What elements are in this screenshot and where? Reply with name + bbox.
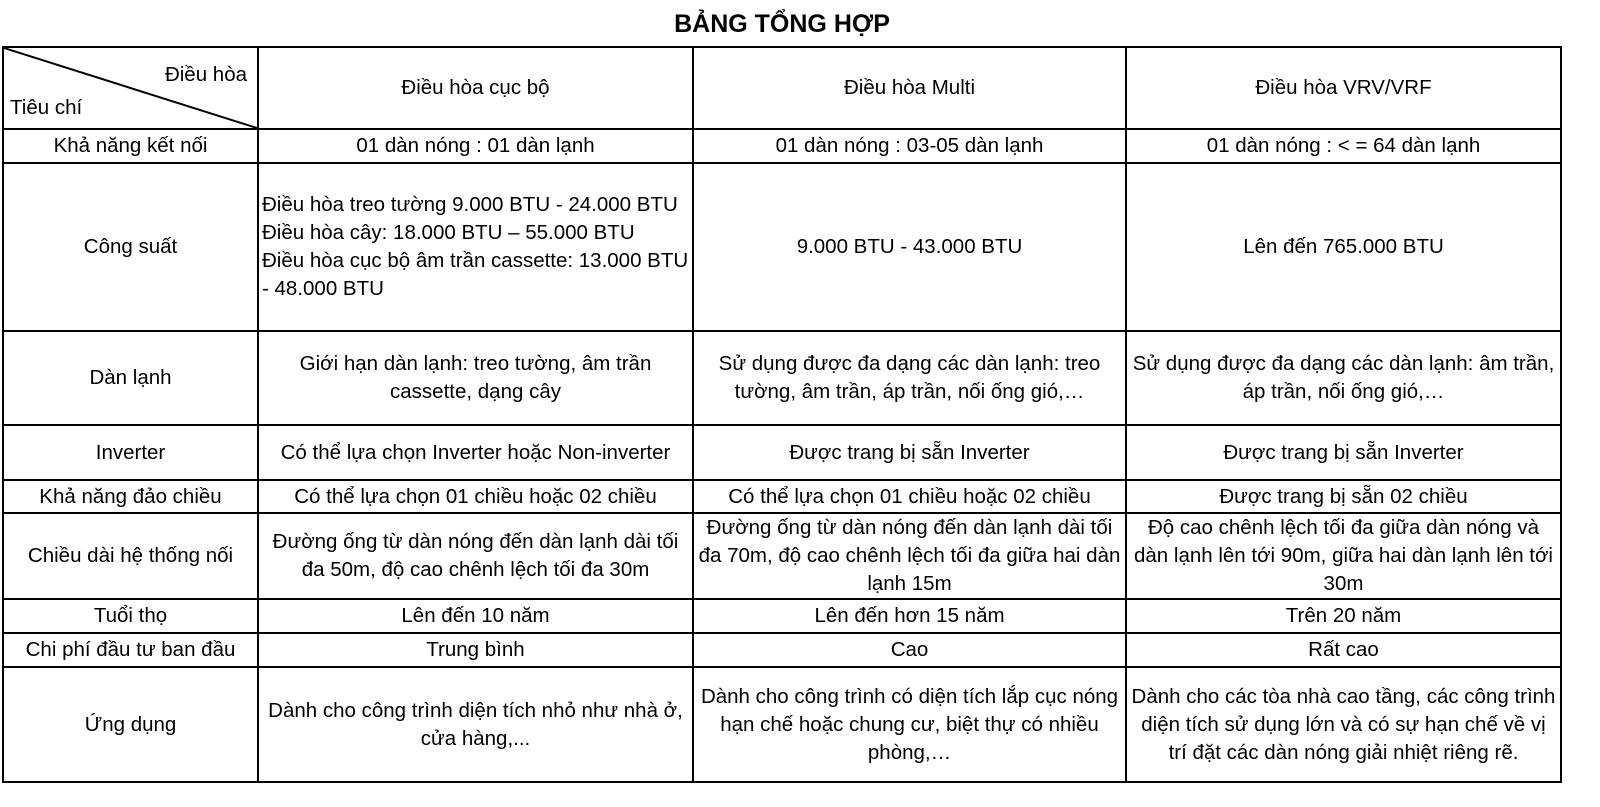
capacity-line: Điều hòa cục bộ âm trần cassette: 13.000 BTU - 48.000 BTU [262,249,689,300]
row-label: Chi phí đầu tư ban đầu [3,633,258,667]
column-header-multi: Điều hòa Multi [693,47,1126,129]
summary-table [2,46,1562,783]
table-row [3,667,1561,782]
table-cell: Độ cao chênh lệch tối đa giữa dàn nóng và dàn lạnh lên tới 90m, giữa hai dàn lạnh lên tới 30m [1126,513,1561,599]
table-row [3,129,1561,163]
row-label: Dàn lạnh [3,331,258,425]
table-cell: Rất cao [1126,633,1561,667]
table-row [3,599,1561,633]
table-row [3,633,1561,667]
table-cell [258,163,693,331]
row-label: Khả năng kết nối [3,129,258,163]
table-cell: Dành cho công trình diện tích nhỏ như nhà ở, cửa hàng,... [258,667,693,782]
table-cell: Lên đến 10 năm [258,599,693,633]
table-cell: Được trang bị sẵn Inverter [693,425,1126,480]
row-label: Tuổi thọ [3,599,258,633]
table-cell: 9.000 BTU - 43.000 BTU [693,163,1126,331]
row-label: Khả năng đảo chiều [3,480,258,513]
row-label: Ứng dụng [3,667,258,782]
table-title: BẢNG TỔNG HỢP [674,10,890,38]
table-cell: Sử dụng được đa dạng các dàn lạnh: âm trần, áp trần, nối ống gió,… [1126,331,1561,425]
table-cell: Đường ống từ dàn nóng đến dàn lạnh dài tối đa 70m, độ cao chênh lệch tối đa giữa hai dàn lạnh 15m [693,513,1126,599]
corner-row-label: Tiêu chí [10,96,83,119]
table-cell: Dành cho các tòa nhà cao tầng, các công trình diện tích sử dụng lớn và có sự hạn chế về vị trí đặt các dàn nóng giải nhiệt riêng rẽ. [1126,667,1561,782]
table-cell: 01 dàn nóng : 03-05 dàn lạnh [693,129,1126,163]
table-row [3,513,1561,599]
table-cell: Có thể lựa chọn 01 chiều hoặc 02 chiều [258,480,693,513]
table-cell: 01 dàn nóng : 01 dàn lạnh [258,129,693,163]
header-row [3,47,1561,129]
row-label: Công suất [3,163,258,331]
table-cell: Đường ống từ dàn nóng đến dàn lạnh dài tối đa 50m, độ cao chênh lệch tối đa 30m [258,513,693,599]
table-cell: Cao [693,633,1126,667]
column-header-local: Điều hòa cục bộ [258,47,693,129]
table-cell: 01 dàn nóng : < = 64 dàn lạnh [1126,129,1561,163]
table-cell: Dành cho công trình có diện tích lắp cục nóng hạn chế hoặc chung cư, biệt thự có nhiều phòng,… [693,667,1126,782]
corner-header-cell [3,47,258,129]
table-cell: Lên đến 765.000 BTU [1126,163,1561,331]
capacity-line: Điều hòa cây: 18.000 BTU – 55.000 BTU [262,221,635,244]
corner-column-label: Điều hòa [164,63,247,86]
table-row [3,331,1561,425]
row-label: Inverter [3,425,258,480]
row-label: Chiều dài hệ thống nối [3,513,258,599]
table-cell: Trung bình [258,633,693,667]
table-cell: Được trang bị sẵn 02 chiều [1126,480,1561,513]
table-row [3,163,1561,331]
table-row [3,425,1561,480]
table-cell: Giới hạn dàn lạnh: treo tường, âm trần cassette, dạng cây [258,331,693,425]
table-cell: Lên đến hơn 15 năm [693,599,1126,633]
table-cell: Trên 20 năm [1126,599,1561,633]
table-cell: Có thể lựa chọn 01 chiều hoặc 02 chiều [693,480,1126,513]
table-cell: Sử dụng được đa dạng các dàn lạnh: treo tường, âm trần, áp trần, nối ống gió,… [693,331,1126,425]
table-cell: Có thể lựa chọn Inverter hoặc Non-inverter [258,425,693,480]
table-row [3,480,1561,513]
table-cell: Được trang bị sẵn Inverter [1126,425,1561,480]
column-header-vrv: Điều hòa VRV/VRF [1126,47,1561,129]
capacity-line: Điều hòa treo tường 9.000 BTU - 24.000 BTU [262,193,678,216]
